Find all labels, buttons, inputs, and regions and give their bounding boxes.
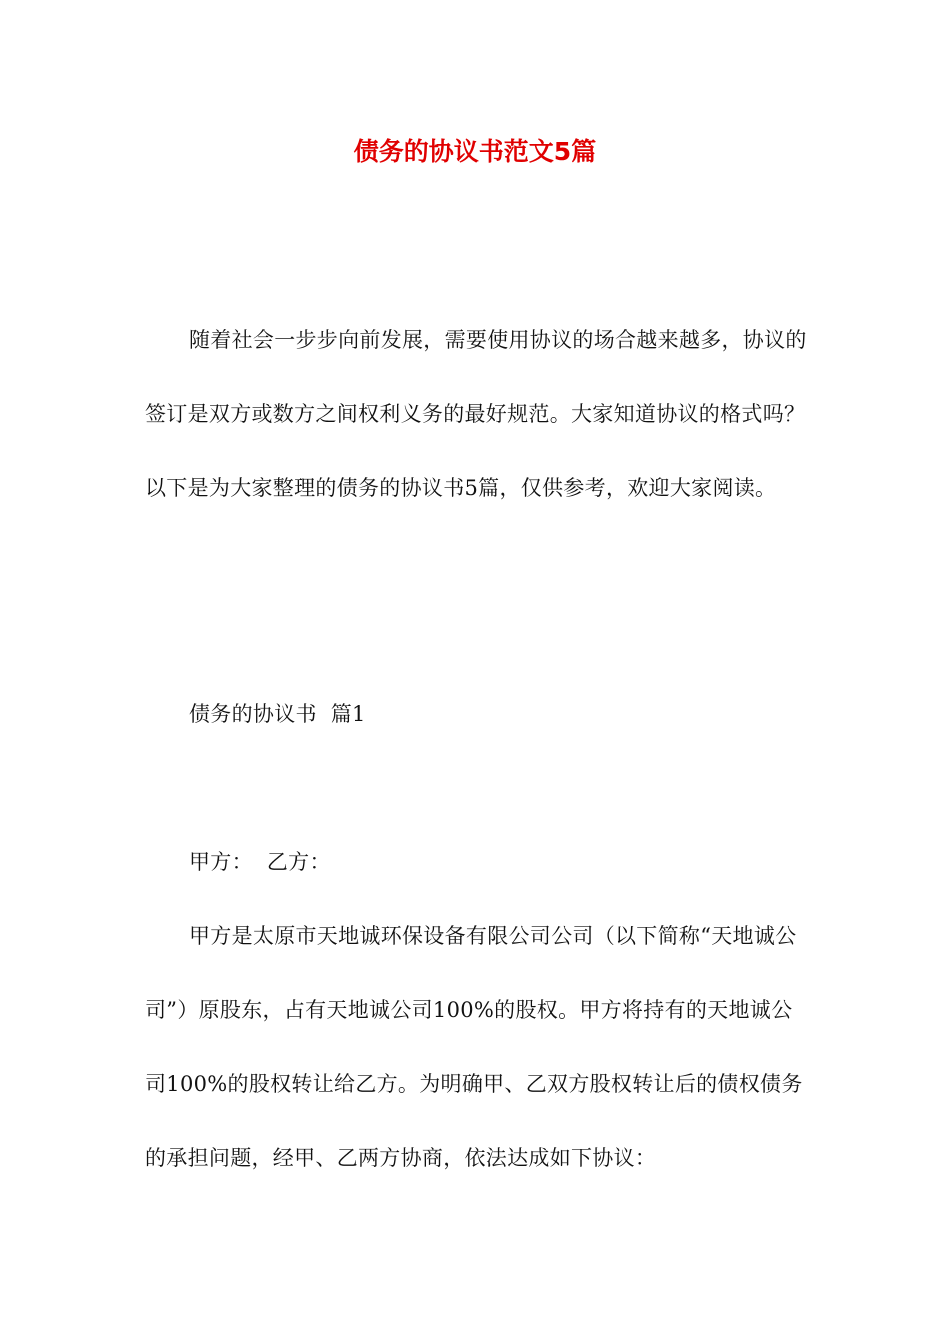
document-title: 债务的协议书范文5篇 <box>353 137 597 166</box>
section-heading: 债务的协议书 篇1 <box>189 702 366 726</box>
intro-paragraph: 随着社会一步步向前发展，需要使用协议的场合越来越多，协议的签订是双方或数方之间权利义务的最好规范。大家知道协议的格式吗？以下是为大家整理的债务的协议书5篇，仅供参考，欢迎大家阅读。 <box>145 328 807 500</box>
parties-line: 甲方： 乙方： <box>189 850 331 874</box>
body-paragraph: 甲方是太原市天地诚环保设备有限公司公司（以下简称“天地诚公司”）原股东，占有天地诚公司100%的股权。甲方将持有的天地诚公司100%的股权转让给乙方。为明确甲、乙双方股权转让后的债权债务的承担问题，经甲、乙两方协商，依法达成如下协议： <box>145 924 803 1170</box>
